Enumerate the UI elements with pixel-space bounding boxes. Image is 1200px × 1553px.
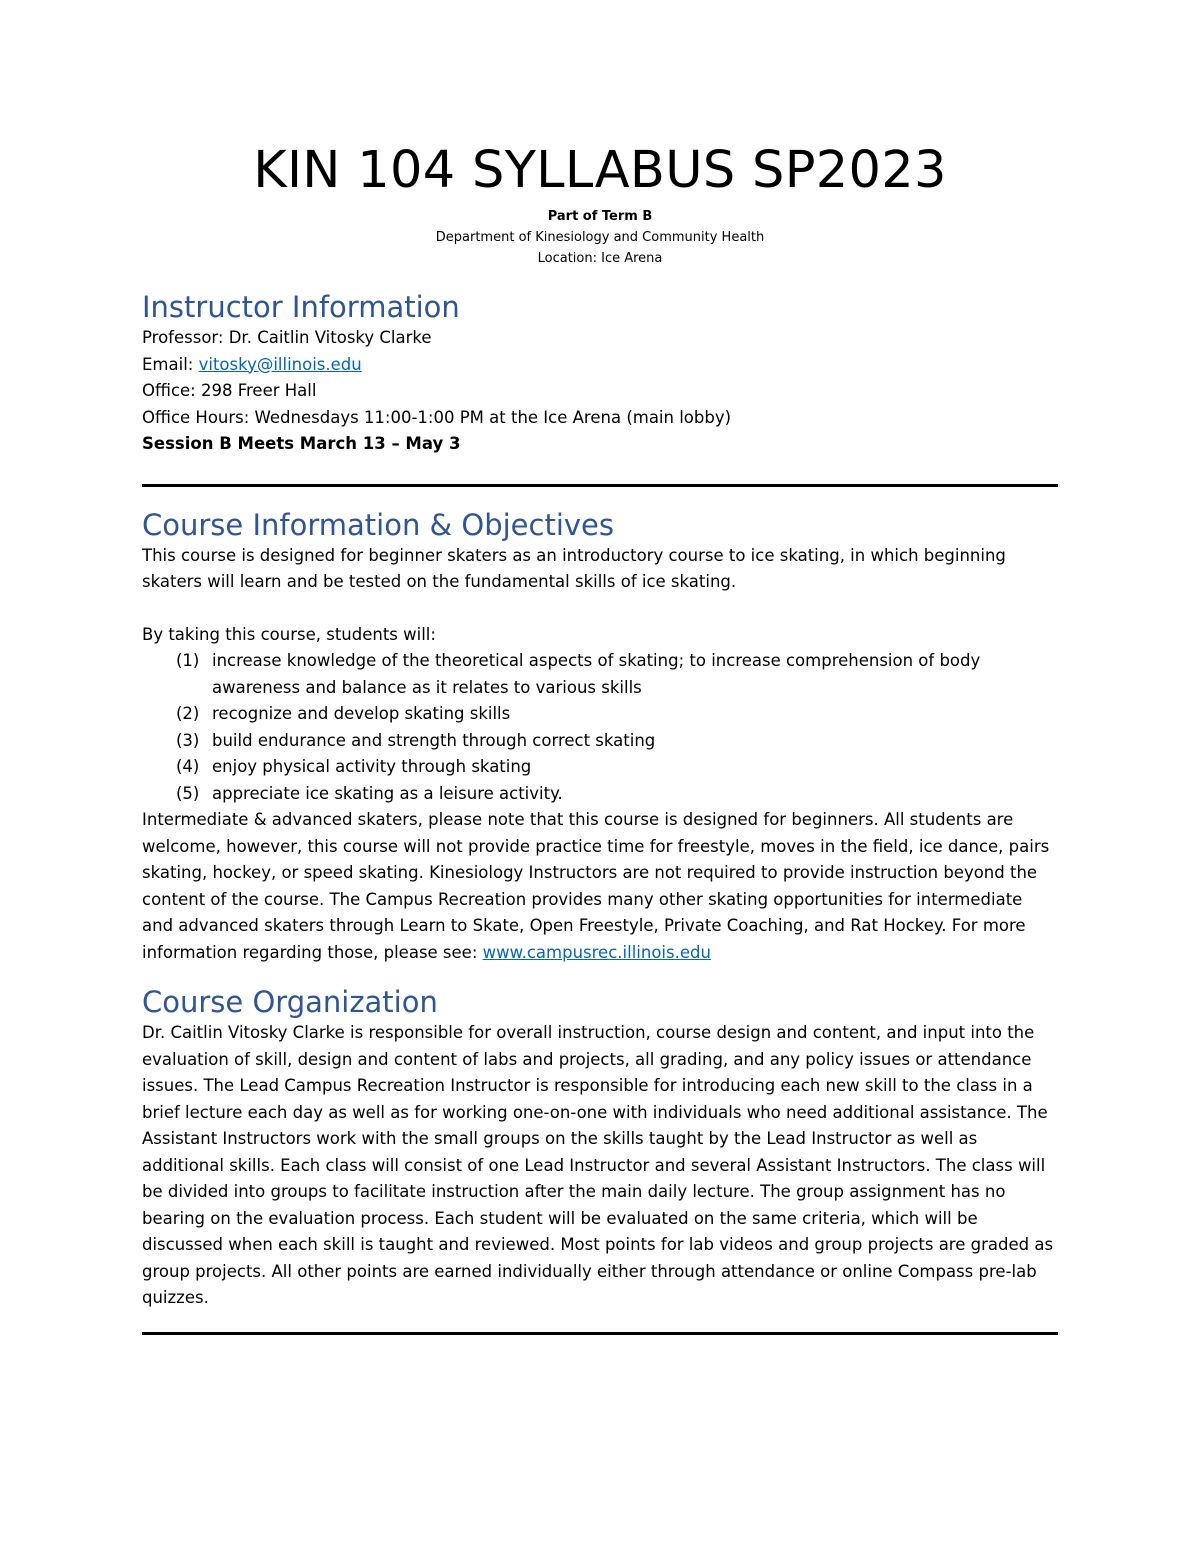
campusrec-link[interactable]: www.campusrec.illinois.edu: [482, 942, 711, 962]
objective-number: (5): [176, 783, 200, 803]
email-label: Email:: [142, 354, 194, 374]
office-line: [142, 378, 1058, 405]
section-divider: [142, 1332, 1058, 1335]
organization-heading: Course Organization: [142, 985, 438, 1019]
office-label: Office:: [142, 381, 196, 400]
location-label: Location: Ice Arena: [537, 251, 663, 266]
course-info-heading: Course Information & Objectives: [142, 507, 615, 542]
section-divider: [142, 484, 1058, 487]
office-hours-label: Office Hours:: [142, 407, 250, 427]
office-hours-line: [142, 405, 1058, 432]
objective-item: [142, 648, 1058, 701]
objectives-lead: By taking this course, students will:: [142, 624, 436, 644]
document-page: [142, 140, 1058, 1335]
department-label: Department of Kinesiology and Community Health: [435, 230, 765, 245]
objective-item: [142, 728, 1058, 755]
office-hours-value: Wednesdays 11:00-1:00 PM at the Ice Arena (main lobby): [249, 407, 732, 427]
professor-label: Professor:: [142, 328, 224, 347]
objective-number: (4): [176, 757, 200, 776]
document-title: KIN 104 SYLLABUS SP2023: [253, 141, 947, 200]
objective-number: (2): [176, 704, 200, 723]
professor-line: [142, 325, 1058, 352]
email-link[interactable]: vitosky@illinois.edu: [198, 354, 362, 374]
objective-text: appreciate ice skating as a leisure activity.: [212, 783, 563, 803]
objectives-list: [142, 648, 1058, 807]
objective-text: build endurance and strength through correct skating: [212, 730, 656, 750]
professor-value: Dr. Caitlin Vitosky Clarke: [223, 328, 432, 347]
objective-item: [142, 781, 1058, 808]
skill-level-note: [142, 807, 1058, 966]
objective-text: enjoy physical activity through skating: [212, 757, 532, 776]
objective-number: (1): [176, 651, 200, 670]
objective-number: (3): [176, 730, 200, 750]
objective-text: increase knowledge of the theoretical aspects of skating; to increase comprehension of body awareness and balance as it relates to various skills: [212, 651, 981, 697]
skill-level-note-text: Intermediate & advanced skaters, please note that this course is designed for beginners. All students are welcome, however, this course will not provide practice time for freestyle, moves in the field, ice dance, pairs skating, hockey, or speed skating. Kinesiology Instructors are not required to provide instruction beyond the content of the course. The Campus Recreation provides many other skating opportunities for intermediate and advanced skaters through Learn to Skate, Open Freestyle, Private Coaching, and Rat Hockey. For more information regarding those, please see:: [142, 810, 1050, 962]
email-line: [142, 352, 1058, 379]
objective-item: [142, 701, 1058, 728]
term-label: Part of Term B: [547, 209, 653, 224]
objective-item: [142, 754, 1058, 781]
objective-text: recognize and develop skating skills: [212, 704, 511, 723]
office-value: 298 Freer Hall: [195, 381, 317, 400]
course-intro: This course is designed for beginner skaters as an introductory course to ice skating, in which beginning skaters will learn and be tested on the fundamental skills of ice skating.: [142, 545, 1006, 591]
session-dates: Session B Meets March 13 – May 3: [142, 434, 461, 453]
organization-body: Dr. Caitlin Vitosky Clarke is responsible for overall instruction, course design and content, and input into the evaluation of skill, design and content of labs and projects, all grading, and any policy issues or attendance issues. The Lead Campus Recreation Instructor is responsible for introducing each new skill to the class in a brief lecture each day as well as for working one-on-one with individuals who need additional assistance. The Assistant Instructors work with the small groups on the skills taught by the Lead Instructor as well as additional skills. Each class will consist of one Lead Instructor and several Assistant Instructors. The class will be divided into groups to facilitate instruction after the main daily lecture. The group assignment has no bearing on the evaluation process. Each student will be evaluated on the same criteria, which will be discussed when each skill is taught and reviewed. Most points for lab videos and group projects are graded as group projects. All other points are earned individually either through attendance or online Compass pre-lab quizzes.: [142, 1023, 1054, 1307]
instructor-heading: Instructor Information: [142, 290, 460, 324]
